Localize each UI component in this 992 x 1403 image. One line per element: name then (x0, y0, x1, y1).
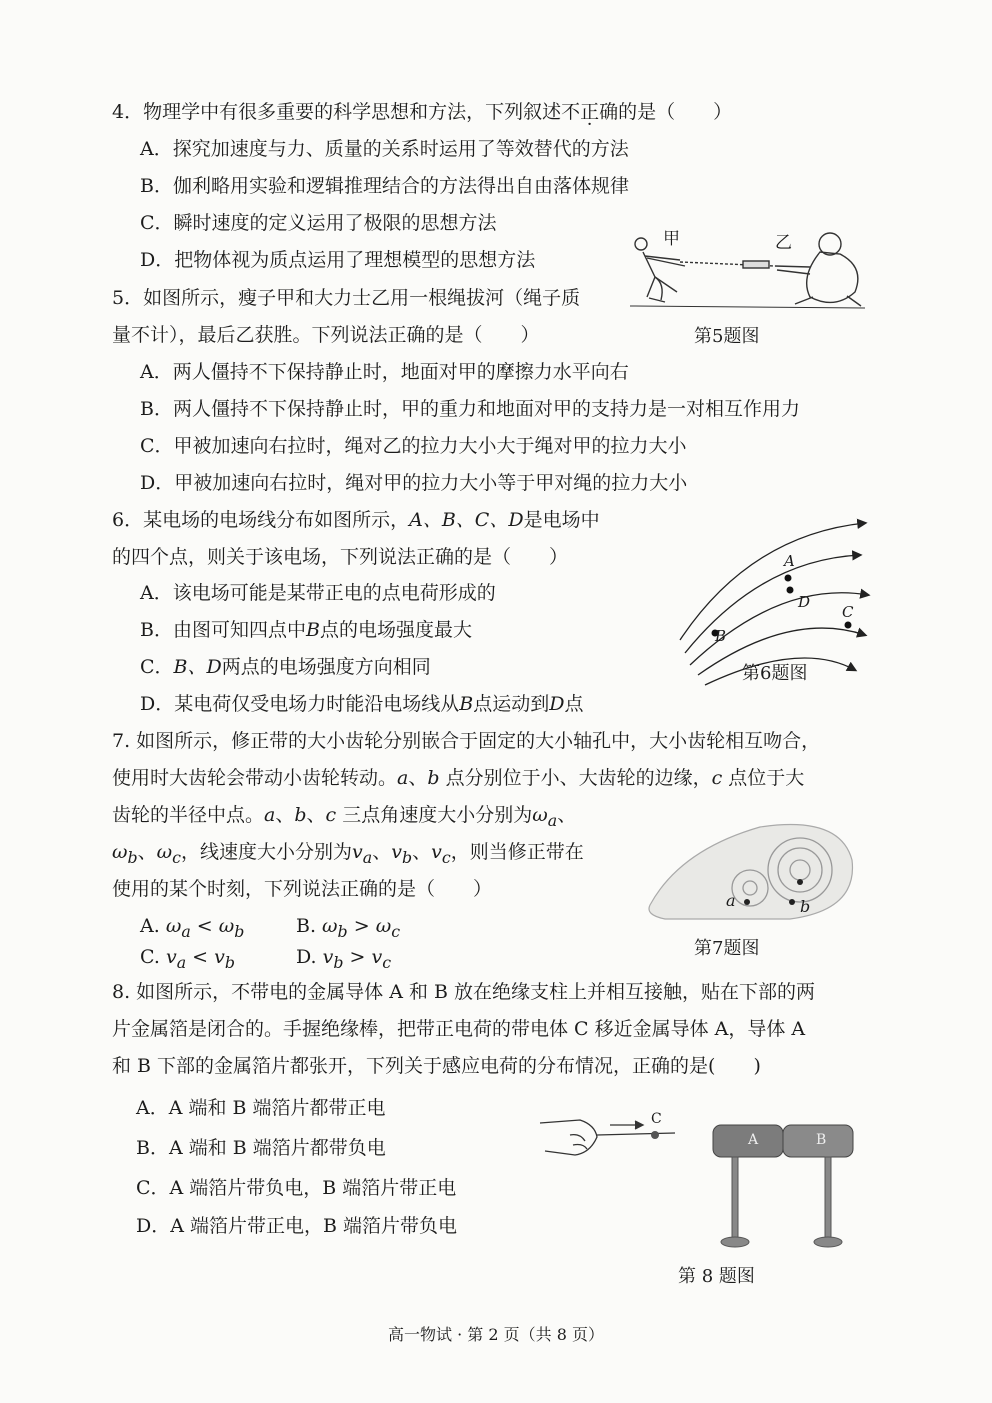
q8-option-d: D．A 端箔片带正电，B 端箔片带负电 (136, 1215, 457, 1237)
q4-stem: 4．物理学中有很多重要的科学思想和方法，下列叙述不正确的是（ ） (112, 101, 733, 123)
q7-option-c: C. $v_a < v_b$ (140, 946, 235, 972)
q7-point-b-label: b (800, 897, 811, 916)
q6-figure-caption: 第6题图 (742, 663, 808, 684)
q5-stem-line1: 5．如图所示，瘦子甲和大力士乙用一根绳拔河（绳子质 (112, 287, 581, 309)
q6-point-d-label: D (798, 593, 811, 611)
q8-stem-line1: 8. 如图所示，不带电的金属导体 A 和 B 放在绝缘支柱上并相互接触，贴在下部的两 (112, 981, 816, 1003)
q7-stem-line5: 使用的某个时刻，下列说法正确的是（ ） (112, 878, 493, 900)
q7-option-d: D. $v_b > v_c$ (296, 946, 392, 972)
page-footer: 高一物试 · 第 2 页（共 8 页） (388, 1325, 604, 1344)
q7-option-b: B. $\omega_b > \omega_c$ (296, 915, 401, 941)
q8-figure-caption: 第 8 题图 (678, 1266, 755, 1287)
q6-point-a-label: A (784, 552, 795, 570)
q8-label-a: A (748, 1132, 759, 1148)
q7-figure-caption: 第7题图 (694, 938, 760, 959)
q5-option-c: C．甲被加速向右拉时，绳对乙的拉力大小大于绳对甲的拉力大小 (140, 435, 687, 457)
q8-option-c: C．A 端箔片带负电，B 端箔片带正电 (136, 1177, 457, 1199)
q7-option-a: A. $\omega_a < \omega_b$ (140, 915, 245, 941)
q4-option-c: C．瞬时速度的定义运用了极限的思想方法 (140, 212, 497, 234)
q7-stem-line3: 齿轮的半径中点。a、b、c 三点角速度大小分别为$\omega_a$、 (112, 804, 577, 830)
q4-option-a: A．探究加速度与力、质量的关系时运用了等效替代的方法 (140, 138, 629, 160)
q7-stem-line1: 7. 如图所示，修正带的大小齿轮分别嵌合于固定的大小轴孔中，大小齿轮相互吻合， (112, 730, 821, 752)
q4-option-d: D．把物体视为质点运用了理想模型的思想方法 (140, 249, 536, 271)
q8-stem-line3: 和 B 下部的金属箔片都张开，下列关于感应电荷的分布情况，正确的是( ) (112, 1055, 761, 1077)
q6-stem-line2: 的四个点，则关于该电场，下列说法正确的是（ ） (112, 546, 569, 568)
q6-option-b: B．由图可知四点中B点的电场强度最大 (140, 619, 472, 641)
q6-option-a: A．该电场可能是某带正电的点电荷形成的 (140, 582, 496, 604)
q6-option-d: D．某电荷仅受电场力时能沿电场线从B点运动到D点 (140, 693, 584, 715)
q5-label-yi: 乙 (775, 233, 792, 253)
q6-stem-line1: 6．某电场的电场线分布如图所示，A、B、C、D是电场中 (112, 509, 600, 531)
q8-stem-line2: 片金属箔是闭合的。手握绝缘棒，把带正电荷的带电体 C 移近金属导体 A，导体 A (112, 1018, 806, 1040)
q7-stem-line4: $\omega_b$、$\omega_c$，线速度大小分别为$v_a$、$v_b$、$v_c$，则当修正带在 (112, 841, 584, 867)
q5-figure-caption: 第5题图 (694, 326, 760, 347)
q5-label-jia: 甲 (663, 229, 680, 249)
q7-point-a-label: a (726, 891, 736, 910)
q8-label-c: C (651, 1111, 662, 1127)
q5-option-d: D．甲被加速向右拉时，绳对甲的拉力大小等于甲对绳的拉力大小 (140, 472, 688, 494)
q6-point-c-label: C (842, 603, 854, 621)
q5-option-a: A．两人僵持不下保持静止时，地面对甲的摩擦力水平向右 (140, 361, 629, 383)
q4-option-b: B．伽利略用实验和逻辑推理结合的方法得出自由落体规律 (140, 175, 629, 197)
q5-option-b: B．两人僵持不下保持静止时，甲的重力和地面对甲的支持力是一对相互作用力 (140, 398, 800, 420)
q8-conductors-figure (535, 1105, 865, 1255)
q6-option-c: C．B、D两点的电场强度方向相同 (140, 656, 431, 678)
q7-correction-tape-figure (640, 815, 860, 925)
q8-label-b: B (816, 1132, 827, 1148)
q8-option-a: A．A 端和 B 端箔片都带正电 (136, 1097, 386, 1119)
q5-stem-line2: 量不计），最后乙获胜。下列说法正确的是（ ） (112, 324, 540, 346)
q6-point-b-label: B (715, 627, 727, 645)
q8-option-b: B．A 端和 B 端箔片都带负电 (136, 1137, 386, 1159)
q5-tug-of-war-figure (625, 222, 870, 312)
q7-stem-line2: 使用时大齿轮会带动小齿轮转动。a、b 点分别位于小、大齿轮的边缘，c 点位于大 (112, 767, 805, 789)
